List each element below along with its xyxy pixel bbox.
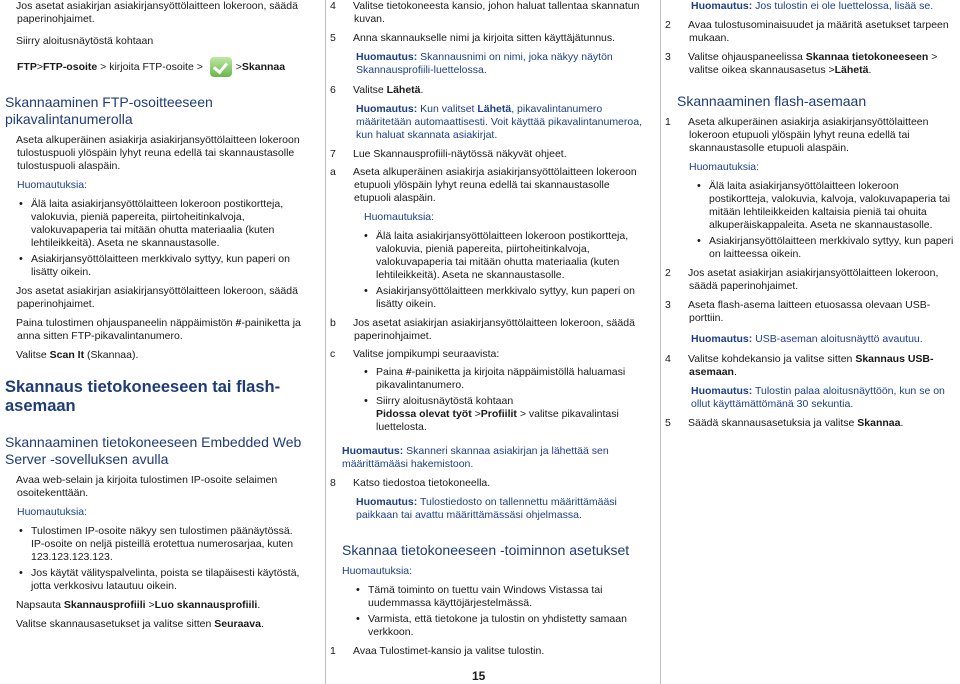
column-middle bbox=[330, 0, 642, 658]
list-item: • Asiakirjansyöttölaitteen merkkivalo syttyy, kun paperi on lisätty oikein. bbox=[31, 253, 305, 279]
ews-step-8: 8 Katso tiedostoa tietokoneella. bbox=[330, 477, 491, 489]
ews-step-6: 6 Valitse Lähetä. bbox=[330, 84, 424, 96]
flash-step-1: 1 Aseta alkuperäinen asiakirja asiakirjansyöttölaitteen lokeroon etupuoli ylöspäin lyhyt reuna edellä tai skannaustasolle etupuoli alaspäin. bbox=[665, 116, 929, 154]
heading-scan-flash: Skannaaminen flash-asemaan bbox=[677, 93, 867, 109]
notes-label: Huomautuksia: bbox=[689, 161, 760, 173]
step-3: Siirry aloitusnäytöstä kohtaan bbox=[16, 35, 154, 47]
ftp-notes-list bbox=[5, 198, 305, 279]
heading-scan-to-computer: Skannaus tietokoneeseen tai flash-asemaan bbox=[5, 378, 281, 415]
list-item: • Älä laita asiakirjansyöttölaitteen lokeroon postikortteja, valokuvia, kalvoja, valokuvapaperia tai mitään lehtileikkeiden kaltaisia pieniä tai ohuita alkuperäiskappaleita. Aseta ne skannaustasolle. bbox=[709, 180, 957, 232]
ftp-step-4: Valitse Scan It (Skannaa). bbox=[16, 349, 139, 361]
ftp-path: FTP > FTP-osoite > kirjoita FTP-osoite > > Skannaa bbox=[5, 57, 305, 77]
ews-step-7: 7 Lue Skannausprofiili-näytössä näkyvät ohjeet. bbox=[330, 148, 567, 160]
note-printer-list: Huomautus: Jos tulostin ei ole luettelossa, lisää se. bbox=[691, 0, 934, 12]
ews-step-5: 5 Anna skannaukselle nimi ja kirjoita sitten käyttäjätunnus. bbox=[330, 32, 616, 44]
settings-step-3: 3 Valitse ohjauspaneelissa Skannaa tietokoneeseen > valitse oikea skannausasetus >Lähetä. bbox=[665, 51, 938, 76]
list-item: • Tämä toiminto on tuettu vain Windows Vistassa tai uudemmassa käyttöjärjestelmässä. bbox=[368, 584, 642, 610]
ews-step-1: Avaa web-selain ja kirjoita tulostimen IP-osoite selaimen osoitekenttään. bbox=[16, 474, 278, 499]
flash-step-3: 3 Aseta flash-asema laitteen etuosassa olevaan USB-porttiin. bbox=[665, 299, 931, 324]
page-number: 15 bbox=[472, 669, 486, 683]
flash-notes-list bbox=[677, 180, 957, 261]
ews-notes-list bbox=[5, 525, 305, 593]
substep-a-notes-list bbox=[342, 230, 642, 311]
notes-label: Huomautuksia: bbox=[364, 211, 435, 223]
notes-label: Huomautuksia: bbox=[342, 565, 413, 577]
column-divider-left bbox=[325, 0, 326, 684]
notes-label: Huomautuksia: bbox=[17, 506, 88, 518]
substep-a: a Aseta alkuperäinen asiakirja asiakirjansyöttölaitteen lokeroon etupuoli ylöspäin lyhyt reuna edellä tai skannaustasolle etupuoli alaspäin. bbox=[330, 166, 637, 204]
list-item: • Siirry aloitusnäytöstä kohtaan Pidossa olevat työt >Profiilit > valitse pikavalintasi luettelosta. bbox=[376, 395, 642, 434]
note-scan-name: Huomautus: Skannausnimi on nimi, joka näkyy näytön Skannausprofiili-luettelossa. bbox=[356, 51, 613, 76]
notes-label: Huomautuksia: bbox=[17, 179, 88, 191]
ews-step-4: 4 Valitse tietokoneesta kansio, johon haluat tallentaa skannatun kuvan. bbox=[330, 0, 640, 25]
ftp-step-3: Paina tulostimen ohjauspaneelin näppäimistön #-painiketta ja anna sitten FTP-pikavalintanumero. bbox=[16, 317, 301, 342]
ews-step-2: Napsauta Skannausprofiili >Luo skannausprofiili. bbox=[16, 599, 261, 611]
flash-step-4: 4 Valitse kohdekansio ja valitse sitten Skannaus USB-asemaan. bbox=[665, 353, 934, 378]
note-usb-home: Huomautus: USB-aseman aloitusnäyttö avautuu. bbox=[691, 333, 923, 345]
heading-ews-scan: Skannaaminen tietokoneeseen Embedded Web Server -sovelluksen avulla bbox=[5, 434, 302, 467]
heading-scan-settings: Skannaa tietokoneeseen -toiminnon asetukset bbox=[342, 542, 630, 558]
note-scan-sent: Huomautus: Skanneri skannaa asiakirjan ja lähettää sen määrittämääsi hakemistoon. bbox=[342, 445, 609, 470]
heading-ftp-shortcut: Skannaaminen FTP-osoitteeseen pikavalintanumerolla bbox=[5, 94, 213, 127]
list-item: • Paina #-painiketta ja kirjoita näppäimistöllä haluamasi pikavalintanumero. bbox=[376, 366, 642, 392]
flash-step-5: 5 Säädä skannausasetuksia ja valitse Skannaa. bbox=[665, 417, 904, 429]
column-divider-right bbox=[660, 0, 661, 684]
flash-step-2: 2 Jos asetat asiakirjan asiakirjansyöttölaitteen lokeroon, säädä paperinohjaimet. bbox=[665, 267, 939, 292]
step-2: Jos asetat asiakirjan asiakirjansyöttölaitteen lokeroon, säädä paperinohjaimet. bbox=[16, 0, 298, 25]
note-timeout: Huomautus: Tulostin palaa aloitusnäyttöön, kun se on ollut käyttämättömänä 30 sekuntia. bbox=[691, 385, 945, 410]
settings-notes-list bbox=[342, 584, 642, 639]
ftp-step-2: Jos asetat asiakirjan asiakirjansyöttölaitteen lokeroon, säädä paperinohjaimet. bbox=[16, 285, 298, 310]
substep-b: b Jos asetat asiakirjan asiakirjansyöttölaitteen lokeroon, säädä paperinohjaimet. bbox=[330, 317, 635, 342]
note-send: Huomautus: Kun valitset Lähetä, pikavalintanumero määritetään automaattisesti. Voit käyttää pikavalintanumeroa, kun haluat skannata asiakirjat. bbox=[356, 103, 642, 141]
list-item: • Älä laita asiakirjansyöttölaitteen lokeroon postikortteja, valokuvia, pieniä papereita, piirtoheitinkalvoja, valokuvapaperia tai mitään ohutta materiaalia (kuten lehtileikkeitä). Aseta ne skannaustasolle. bbox=[376, 230, 642, 282]
substep-c: c Valitse jompikumpi seuraavista: bbox=[330, 348, 500, 360]
settings-step-2: 2 Avaa tulostusominaisuudet ja määritä asetukset tarpeen mukaan. bbox=[665, 19, 949, 44]
settings-step-1: 1 Avaa Tulostimet-kansio ja valitse tulostin. bbox=[330, 645, 545, 657]
list-item: • Älä laita asiakirjansyöttölaitteen lokeroon postikortteja, valokuvia, pieniä papereita, piirtoheitinkalvoja, valokuvapaperia tai mitään ohutta materiaalia (kuten lehtileikkeitä). Aseta ne skannaustasolle. bbox=[31, 198, 305, 250]
list-item: • Asiakirjansyöttölaitteen merkkivalo syttyy, kun paperi on lisätty oikein. bbox=[376, 285, 642, 311]
note-output-file: Huomautus: Tulostiedosto on tallennettu määrittämääsi paikkaan tai avattu määrittämässäsi ohjelmassa. bbox=[356, 496, 617, 521]
ews-step-3: Valitse skannausasetukset ja valitse sitten Seuraava. bbox=[16, 618, 264, 630]
ftp-step-1: Aseta alkuperäinen asiakirja asiakirjansyöttölaitteen lokeroon tulostuspuoli ylöspäin lyhyt reuna edellä tai skannaustasolle tulostuspuoli alaspäin. bbox=[16, 134, 300, 172]
substep-c-options-list bbox=[342, 366, 642, 434]
go-checkmark-icon bbox=[210, 57, 232, 77]
column-right bbox=[665, 0, 957, 430]
list-item: • Varmista, että tietokone ja tulostin on yhdistetty samaan verkkoon. bbox=[368, 613, 642, 639]
list-item: • Tulostimen IP-osoite näkyy sen tulostimen päänäytössä. IP-osoite on neljä pisteillä erotettua numerosarjaa, kuten 123.123.123.123. bbox=[31, 525, 305, 564]
list-item: • Asiakirjansyöttölaitteen merkkivalo syttyy, kun paperi on laitteessa oikein. bbox=[709, 235, 957, 261]
column-left bbox=[5, 0, 305, 631]
list-item: • Jos käytät välityspalvelinta, poista se tilapäisesti käytöstä, jotta verkkosivu latautuu oikein. bbox=[31, 567, 305, 593]
